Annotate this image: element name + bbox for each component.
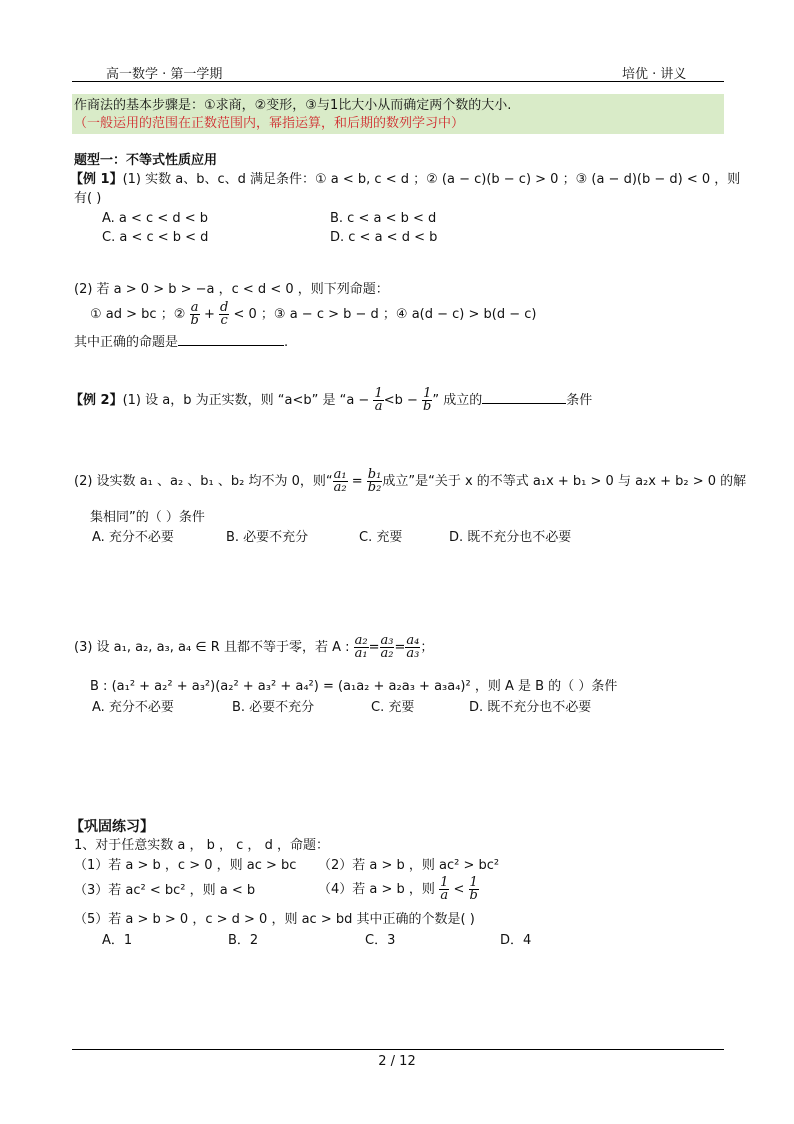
q2-item-1: ① ad > bc ；② (90, 307, 186, 322)
ex2-q3-option-a: A. 充分不必要 (92, 700, 174, 715)
answer-blank[interactable] (178, 345, 284, 346)
plus-sign: + (203, 307, 215, 322)
ex2-q2-option-b: B. 必要不充分 (226, 530, 309, 545)
less-than-sign: < (453, 882, 465, 897)
practice-option-c: C．3 (365, 933, 396, 948)
answer-prompt: 其中正确的命题是 (74, 335, 179, 350)
example-1-question-1 (70, 171, 740, 189)
note-line-2: （一般运用的范围在正数范围内，幂指运算，和后期的数列学习中） (74, 116, 465, 131)
note-line-1: 作商法的基本步骤是：①求商，②变形，③与1比大小从而确定两个数的大小. (74, 98, 512, 113)
fraction-1-over-b: $\frac{1}{b}$ (423, 386, 432, 414)
fraction-d-over-c: $\frac{d}{c}$ (220, 300, 229, 328)
example-1-line-2: 有( ) (74, 191, 102, 206)
practice-item-3: （3）若 ac² < bc² ，则 a < b (74, 883, 256, 898)
example-1-q2-line-1: (2) 若 a > 0 > b > −a ，c < d < 0 ，则下列命题： (74, 282, 389, 297)
section-title: 题型一：不等式性质应用 (74, 153, 218, 168)
practice-q1-line-1: 1、对于任意实数 a ， b ， c ， d ，命题： (74, 838, 329, 853)
ex2-q1-pre: (1) 设 a，b 为正实数，则 “a<b” 是 “a − (122, 393, 370, 408)
example-1-tag: 【例 1】 (70, 172, 123, 187)
ex2-q3-line-2: B : (a₁² + a₂² + a₃²)(a₂² + a₃² + a₄²) = (a₁a₂ + a₂a₃ + a₃a₄)² ，则 A 是 B 的（ ）条件 (90, 679, 618, 694)
fraction-a3-over-a2: $\frac{\text{a₃}}{\text{a₂}}$ (380, 633, 394, 661)
ex2-q2-option-d: D. 既不充分也不必要 (449, 530, 572, 545)
practice-option-b: B．2 (228, 933, 259, 948)
ex2-q2-line-2: 集相同”的（ ）条件 (90, 510, 205, 525)
ex2-q3-pre: (3) 设 a₁, a₂, a₃, a₄ ∈ R 且都不等于零，若 A : (74, 640, 350, 655)
q2-items-rest: < 0 ；③ a − c > b − d ；④ a(d − c) > b(d − c) (233, 307, 537, 322)
practice-title: 【巩固练习】 (70, 819, 154, 835)
example-2-question-1 (70, 386, 592, 416)
practice-option-a: A．1 (102, 933, 133, 948)
fraction-a1-over-a2: $\frac{\text{a₁}}{\text{a₂}}$ (333, 467, 347, 495)
ex2-q1-mid: <b − (383, 393, 418, 408)
practice-item-4 (318, 875, 479, 905)
example-1-option-d: D. c < a < d < b (330, 230, 438, 245)
ex2-q2-pre: (2) 设实数 a₁ 、a₂ 、b₁ 、b₂ 均不为 0，则“ (74, 474, 333, 489)
fraction-a-over-b: $\frac{a}{b}$ (190, 300, 199, 328)
practice-item-2: （2）若 a > b ，则 ac² > bc² (318, 858, 500, 873)
equals-sign: = (351, 474, 363, 489)
item-4-pre: （4）若 a > b ，则 (318, 882, 435, 897)
practice-item-5: （5）若 a > b > 0 ，c > d > 0 ，则 ac > bd 其中正确的个数是( ) (74, 912, 475, 927)
example-2-tag: 【例 2】 (70, 393, 123, 408)
fraction-1-over-a: $\frac{1}{a}$ (374, 386, 383, 414)
ex2-q3-option-d: D. 既不充分也不必要 (469, 700, 592, 715)
example-1-q2-answer: 其中正确的命题是 . (74, 335, 289, 350)
example-2-question-3: (3) 设 a₁, a₂, a₃, a₄ ∈ R 且都不等于零，若 A : $\frac{\text{a₂}}{\text{a₁}}$ = $\frac{\text{a₃}}{\text{a₂}}$ = $\frac{\text{a₄}}{\text{a₃}}$ ； (74, 633, 434, 661)
example-1-q2-items (90, 300, 536, 330)
example-1-option-a: A. a < c < d < b (102, 211, 209, 226)
practice-item-1: （1）若 a > b ，c > 0 ，则 ac > bc (74, 858, 297, 873)
ex2-q1-end: 条件 (566, 393, 593, 408)
ex2-q3-option-b: B. 必要不充分 (232, 700, 315, 715)
example-1-line-1: (1) 实数 a、b、c、d 满足条件：① a < b, c < d ；② (a − c)(b − c) > 0 ；③ (a − d)(b − d) < 0 ，则 (122, 172, 741, 187)
fraction-b1-over-b2: $\frac{\text{b₁}}{\text{b₂}}$ (367, 467, 382, 495)
ex2-q3-option-c: C. 充要 (371, 700, 415, 715)
practice-option-d: D．4 (500, 933, 532, 948)
footer-rule (72, 1049, 724, 1050)
fraction-1-over-b-practice: $\frac{1}{b}$ (469, 875, 478, 903)
ex2-q1-post: ” 成立的 (432, 393, 483, 408)
example-1-option-c: C. a < c < b < d (102, 230, 209, 245)
ex2-q1-blank[interactable] (482, 403, 566, 404)
ex2-q2-post: 成立”是“关于 x 的不等式 a₁x + b₁ > 0 与 a₂x + b₂ > 0 的解 (382, 474, 747, 489)
ex2-q2-option-a: A. 充分不必要 (92, 530, 174, 545)
ex2-q3-end: ； (420, 640, 434, 655)
ex2-q2-option-c: C. 充要 (359, 530, 403, 545)
fraction-a4-over-a3: $\frac{\text{a₄}}{\text{a₃}}$ (406, 633, 420, 661)
page-number: 2 / 12 (378, 1054, 416, 1069)
fraction-1-over-a-practice: $\frac{1}{a}$ (440, 875, 449, 903)
header-rule (72, 81, 724, 82)
example-2-question-2 (74, 467, 746, 497)
example-1-option-b: B. c < a < b < d (330, 211, 437, 226)
fraction-a2-over-a1: $\frac{\text{a₂}}{\text{a₁}}$ (354, 633, 368, 661)
header-right: 培优 · 讲义 (622, 67, 687, 82)
header-left: 高一数学 · 第一学期 (106, 67, 223, 82)
